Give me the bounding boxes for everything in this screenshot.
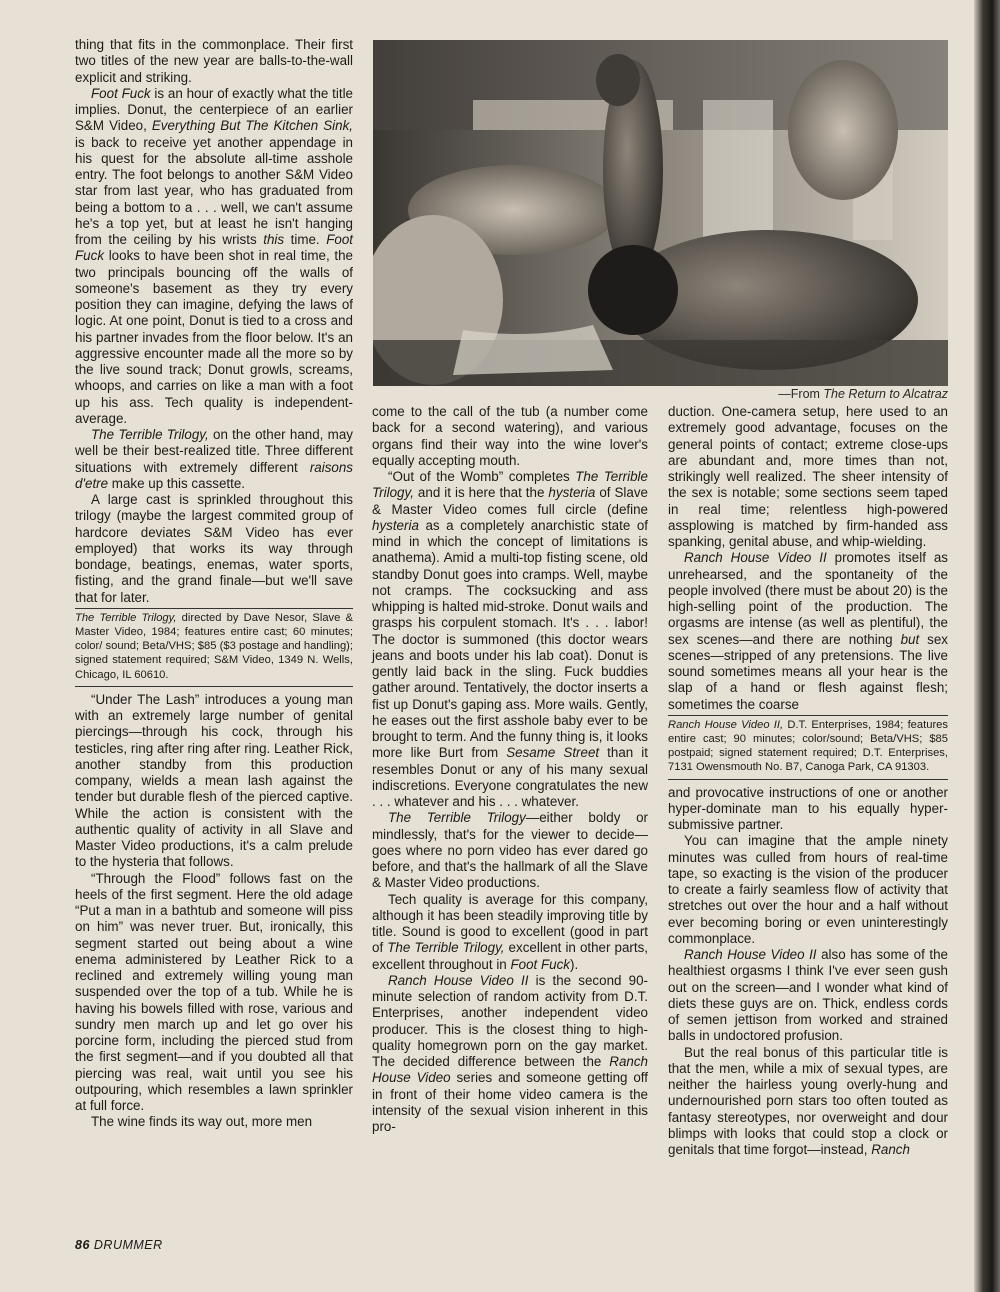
paragraph: duction. One-camera setup, here used to an extremely good advantage, focuses on the general points of contact; extreme close-ups are abundant and, more times than not, strikingly well realized. The sheer intensity of the sex is notable; some sections seem taped in real time; relentless high-powered assplowing is matched by firm-handed ass spanking, genital abuse, and whip-wielding.	[668, 404, 948, 549]
article-photo	[373, 40, 948, 386]
paragraph: Tech quality is average for this company, although it has been steadily improving title by title. Sound is good to excellent (good in part of The Terrible Trilogy, excellent in other parts, excellent throughout in Foot Fuck).	[372, 891, 649, 972]
paragraph: You can imagine that the ample ninety minutes was culled from hours of real-time tape, so exacting is the vision of the producer to create a fairly seamless flow of activity that stretches out over the hour and a half without ever becoming boring or even uninterestingly commonplace.	[668, 833, 948, 946]
paragraph: “Out of the Womb” completes The Terrible Trilogy, and it is here that the hysteria of Slave & Master Video comes full circle (define hysteria as a completely anarchistic state of mind in which the concept of limitations is anathema). Amid a multi-top fisting scene, old standby Donut goes into cramps. Well, maybe not cramps. The cocksucking and ass whipping is halted mid-stroke. Donut wails and grasps his corpulent stomach. It's . . . labor! The doctor is summoned (this doctor wears jeans and boots under his lab coat). Donut is gently laid back in the sling. Fuck buddies gather around. Tentatively, the doctor inserts a fist up Donut's gaping ass. More wails. Gently, he eases out the first asshole baby ever to be brought to term. And the funny thing is, it looks more like Burt from Sesame Street than it resembles Donut or any of his many sexual indiscretions. Everyone congratulates the new . . . whatever and his . . . whatever.	[372, 469, 649, 809]
video-credit-box: The Terrible Trilogy, directed by Dave Nesor, Slave & Master Video, 1984; features entire cast; 60 minutes; color/ sound; Beta/VHS; $85 ($3 postage and handling); signed statement required; S&M Video, 1349 N. Wells, Chicago, IL 60610.	[75, 608, 353, 687]
paragraph: thing that fits in the commonplace. Their first two titles of the new year are balls-to-the-wall explicit and striking.	[75, 37, 353, 85]
paragraph: A large cast is sprinkled throughout this trilogy (maybe the largest commited group of hardcore deviates S&M Video has ever employed) that works its way through bondage, beatings, enemas, water sports, fisting, and the grand finale—but we'll save that for later.	[75, 492, 353, 605]
paragraph: “Through the Flood” follows fast on the heels of the first segment. Here the old adage “Put a man in a bathtub and someone will piss on him” was never truer. But, ironically, this segment started out being about a wine enema administered by Leather Rick to a reclined and extremely willing young man suspended over the top of a tub. While he is having his bowels filled with rose, various and sundry men march up and let go over his porcine form, including the pierced stud from the first segment—and if you doubted all that piercing was real, wait until you see his outpouring, which resembles a lawn sprinkler at full force.	[75, 870, 353, 1114]
paragraph: Ranch House Video II also has some of the healthiest orgasms I think I've ever seen gush out on the screen—and I wonder what kind of diets these guys are on. Thick, endless cords of semen jettison from worked and strained balls in undoctored profusion.	[668, 947, 948, 1044]
paragraph: Ranch House Video II promotes itself as unrehearsed, and the spontaneity of the people involved (there must be about 20) is the high-selling point of the production. The orgasms are intense (as well as plentiful), the sex scenes—and there are nothing but sex scenes—stripped of any pretensions. The live sound sometimes means all your hear is the slap of a hand or flesh against flesh; sometimes the coarse	[668, 550, 948, 712]
paragraph: come to the call of the tub (a number come back for a second watering), and various organs find their way into the wine lover's equally accepting mouth.	[372, 404, 648, 468]
column-2	[372, 404, 648, 1135]
paragraph: The Terrible Trilogy, on the other hand, may well be their best-realized title. Three different situations with extremely different raisons d'etre make up this cassette.	[75, 427, 353, 491]
photo-caption: —From The Return to Alcatraz	[778, 387, 948, 401]
column-1	[75, 37, 353, 1131]
paragraph: “Under The Lash” introduces a young man with an extremely large number of genital piercings—through his cock, through his testicles, ring after ring after ring. Leather Rick, another standby from this production company, wields a mean lash against the tender but durable flesh of the pierced captive. While the action is consistent with the authentic quality of activity in all Slave and Master Video productions, it's a calm prelude to the hysteria that follows.	[75, 691, 353, 870]
column-3	[668, 404, 948, 1158]
page-number: 86	[75, 1238, 90, 1252]
paragraph: and provocative instructions of one or another hyper-dominate man to his equally hyper-submissive partner.	[668, 784, 948, 833]
page-edge	[974, 0, 1000, 1292]
magazine-name: DRUMMER	[93, 1238, 163, 1252]
paragraph: The Terrible Trilogy—either boldy or mindlessly, that's for the viewer to decide—goes where no porn video has ever dared go before, and that's the hallmark of all the Slave & Master Video productions.	[372, 810, 649, 891]
paragraph: The wine finds its way out, more men	[91, 1114, 313, 1130]
photo-image	[373, 40, 948, 386]
paragraph: But the real bonus of this particular title is that the men, while a mix of sexual types, are neither the hairless young overly-hung and undernourished porn stars too often touted as fantasy stereotypes, nor overweight and dour blimps with looks that could stop a clock or genitals that time forgot—instead, Ranch	[668, 1044, 948, 1158]
page-footer	[75, 1238, 163, 1252]
paragraph: Ranch House Video II is the second 90-minute selection of random activity from D.T. Enterprises, another independent video producer. This is the closest thing to high-quality homegrown porn on the gay market. The decided difference between the Ranch House Video series and someone getting off in front of their home video camera is the intensity of the sexual vision inherent in this pro-	[372, 972, 649, 1134]
video-credit-box: Ranch House Video II, D.T. Enterprises, 1984; features entire cast; 90 minutes; color/sound; Beta/VHS; $85 postpaid; signed statement required; D.T. Enterprises, 7131 Owensmouth No. B7, Canoga Park, CA 91303.	[668, 715, 948, 780]
paragraph: Foot Fuck is an hour of exactly what the title implies. Donut, the centerpiece of an earlier S&M Video, Everything But The Kitchen Sink, is back to receive yet another appendage in his quest for the absolute all-time asshole entry. The foot belongs to another S&M Video star from last year, who has graduated from being a bottom to a . . . well, we can't assume he's a top yet, but at least he isn't hanging from the ceiling by his wrists this time. Foot Fuck looks to have been shot in real time, the two principals bouncing off the walls of someone's basement as they try every position they can imagine, defying the laws of logic. At one point, Donut is tied to a cross and his partner invades from the floor below. It's an aggressive encounter made all the more so by the live sound track; Donut growls, screams, whoops, and carries on like a man with a foot up his ass. Tech quality is independent-average.	[75, 85, 354, 426]
